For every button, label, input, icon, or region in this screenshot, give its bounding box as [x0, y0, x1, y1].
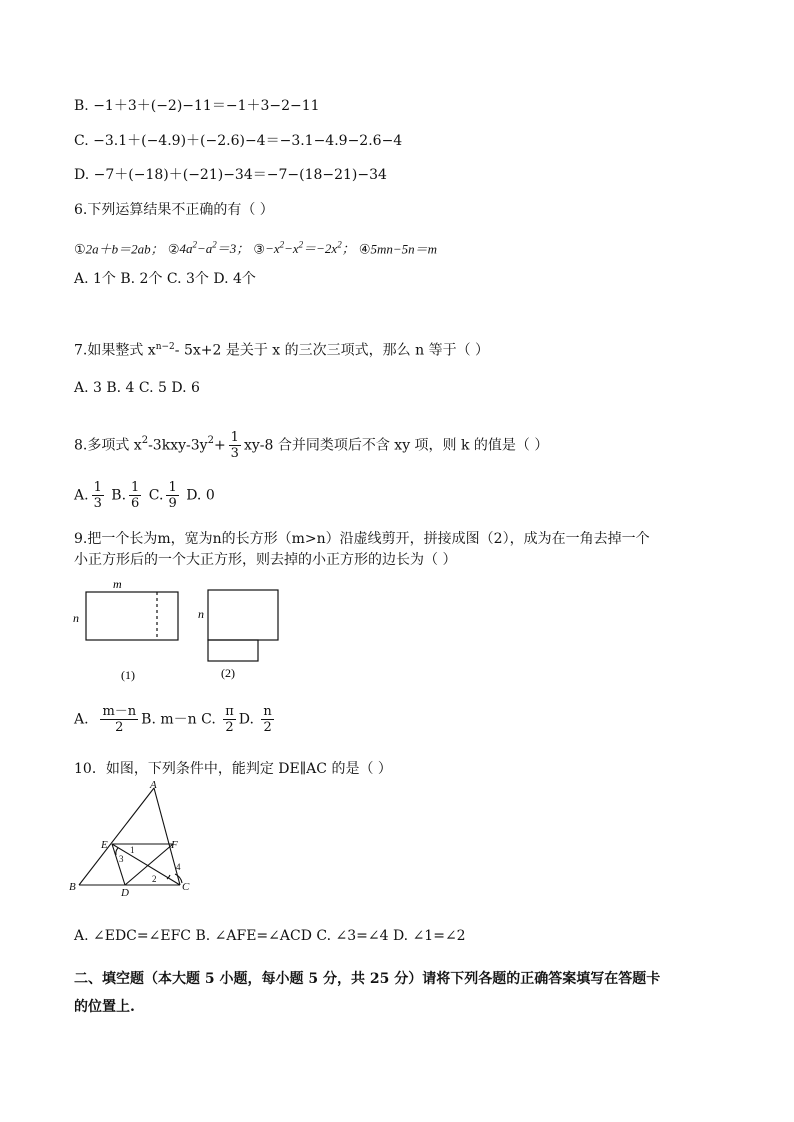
fig1-label-n: n — [73, 611, 79, 625]
q10-options: A. ∠EDC=∠EFC B. ∠AFE=∠ACD C. ∠3=∠4 D. ∠1=∠2 — [74, 928, 466, 944]
q8-option-c-fraction: $\frac{1}{9}$ — [168, 480, 177, 511]
q6-item-2: $4a^2-a^2=3$； — [179, 240, 250, 257]
label-c: C — [182, 881, 190, 893]
fig2-small-rectangle — [208, 640, 258, 661]
angle-label-4: 4 — [176, 862, 181, 872]
q6-items — [74, 236, 437, 259]
q8-option-b-fraction: $\frac{1}{6}$ — [131, 480, 140, 511]
q9-stem-line2: 小正方形后的一个大正方形，则去掉的小正方形的边长为（ ） — [74, 552, 457, 568]
q6-options: A. 1个 B. 2个 C. 3个 D. 4个 — [74, 271, 256, 287]
angle-arc-3 — [116, 848, 118, 855]
q9-options: A. $\frac{m-n}{2}$ B. m－n C. $\frac{\pi}{2}$ D. $\frac{n}{2}$ — [74, 704, 272, 735]
fig2-big-rectangle — [208, 590, 278, 640]
fig1-label-m: m — [113, 577, 122, 591]
fig1-caption: (1) — [121, 668, 135, 682]
q9-stem-line1: 9.把一个长为m，宽为n的长方形（m>n）沿虚线剪开，拼接成图（2），成为在一角去掉一个 — [74, 531, 650, 547]
q6-item-1: 2a＋b＝2ab； — [85, 241, 164, 257]
q6-item-4: 5mn−5n＝m — [370, 241, 438, 257]
q5-option-b: B. −1＋3＋(−2)−11＝−1＋3−2−11 — [74, 98, 320, 114]
q10-stem: 10．如图，下列条件中，能判定 DE∥AC 的是（ ） — [74, 761, 392, 777]
angle-label-1: 1 — [130, 845, 135, 855]
fig2-label-n: n — [198, 607, 204, 621]
segment-ec — [112, 844, 180, 885]
q7-stem: 7.如果整式 $x^{n-2}-$ 5x+2 是关于 x 的三次三项式，那么 n 等于（ ） — [74, 342, 490, 359]
label-a: A — [150, 779, 157, 791]
q7-exponent: n−2 — [155, 342, 175, 352]
angle-label-2: 2 — [152, 874, 157, 884]
label-d: D — [121, 887, 129, 896]
label-b: B — [69, 881, 76, 893]
q5-option-c: C. −3.1＋(−4.9)＋(−2.6)−4＝−3.1−4.9−2.6−4 — [74, 133, 403, 149]
item-marker: ② — [167, 242, 180, 258]
section2-heading-line2: 的位置上. — [74, 999, 135, 1015]
item-marker: ③ — [253, 242, 266, 258]
q8-stem: 8.多项式 $x^2-3kxy-3y^2+$ $\frac{1}{3}$ xy-8 合并同类项后不含 xy 项，则 k 的值是（ ） — [74, 430, 549, 461]
fig2-caption: (2) — [221, 666, 235, 680]
q5-option-d: D. −7＋(−18)＋(−21)−34＝−7−(18−21)−34 — [74, 167, 387, 183]
label-e: E — [101, 839, 108, 851]
section2-heading-line1: 二、填空题（本大题 5 小题，每小题 5 分，共 25 分）请将下列各题的正确答案填写在答题卡 — [74, 971, 661, 987]
item-marker: ① — [74, 242, 86, 258]
q9-option-a-fraction: $\frac{m-n}{2}$ — [102, 704, 137, 735]
q8-options: A. $\frac{1}{3}$ B. $\frac{1}{6}$ C. $\frac{1}{9}$ D. 0 — [74, 480, 215, 511]
label-f: F — [171, 839, 178, 851]
q9-figures — [60, 572, 300, 684]
fig1-rectangle — [86, 592, 178, 640]
angle-label-3: 3 — [119, 854, 124, 864]
q9-option-d-fraction: $\frac{n}{2}$ — [263, 704, 272, 735]
item-marker: ④ — [358, 242, 371, 258]
q6-item-3: $-x^2-x^2=-2x^2$； — [265, 240, 355, 257]
q8-option-a-fraction: $\frac{1}{3}$ — [93, 480, 102, 511]
q6-stem: 6.下列运算结果不正确的有（ ） — [74, 202, 274, 218]
q10-triangle-figure — [66, 778, 196, 896]
q9-option-c-fraction: $\frac{\pi}{2}$ — [225, 704, 234, 735]
q7-options: A. 3 B. 4 C. 5 D. 6 — [74, 380, 200, 396]
q8-fraction: $\frac{1}{3}$ — [230, 430, 239, 461]
